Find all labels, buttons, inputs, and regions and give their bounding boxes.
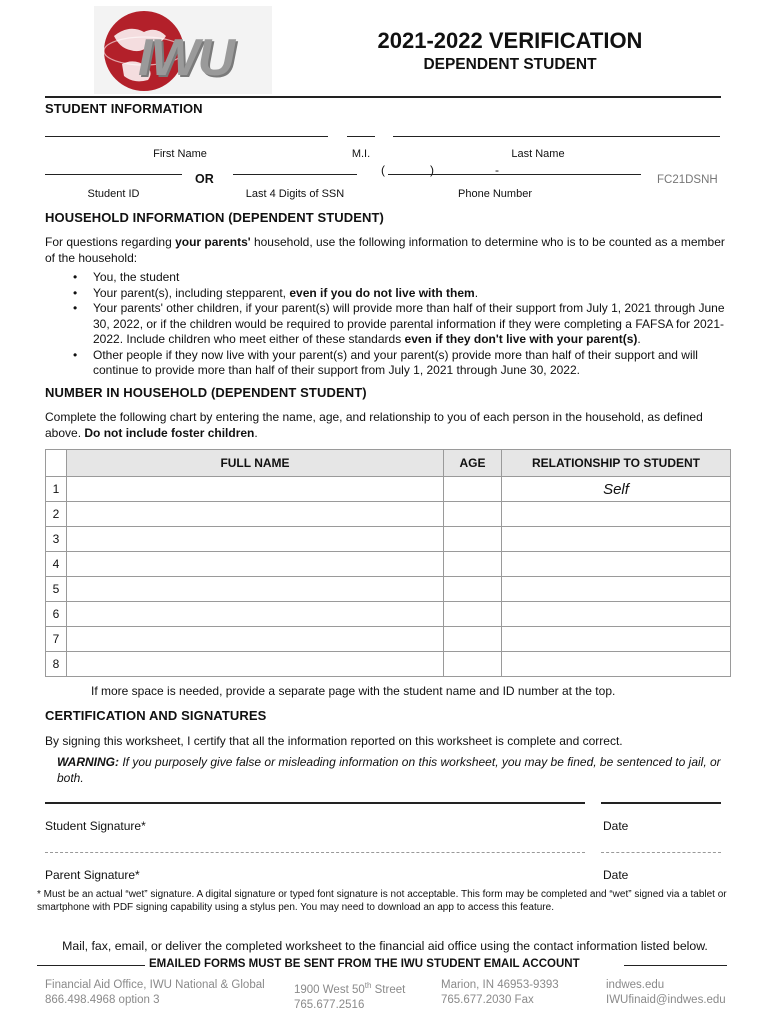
- full-name-cell[interactable]: [67, 527, 444, 552]
- relationship-cell[interactable]: [502, 652, 731, 677]
- row-number: 6: [46, 602, 67, 627]
- last-name-label: Last Name: [511, 148, 565, 160]
- form-code: FC21DSNH: [657, 174, 718, 186]
- relationship-cell[interactable]: [502, 552, 731, 577]
- email-notice-rule-left: [37, 965, 145, 966]
- certification-heading: CERTIFICATION AND SIGNATURES: [45, 708, 267, 723]
- table-row: [46, 477, 731, 502]
- relationship-cell[interactable]: [502, 602, 731, 627]
- parent-date-field[interactable]: [601, 852, 721, 853]
- footer-col-web: [606, 978, 726, 1008]
- mi-field[interactable]: [347, 136, 375, 137]
- row-number: 7: [46, 627, 67, 652]
- signature-footnote: * Must be an actual “wet” signature. A digital signature or typed font signature is not acceptable. This form may be completed and “wet” signed via a tablet or smartphone with PDF signing capability using a stylus pen. You may need to download an app to access this feature.: [37, 889, 727, 913]
- age-cell[interactable]: [444, 577, 502, 602]
- last-name-field[interactable]: [393, 136, 720, 137]
- bullet-text: .: [474, 285, 479, 300]
- warning-body: If you purposely give false or misleading information on this worksheet, you may be fined, be sentenced to jail, or both.: [57, 755, 721, 785]
- full-name-cell[interactable]: [67, 627, 444, 652]
- phone-dash: -: [495, 163, 499, 177]
- age-cell[interactable]: [444, 502, 502, 527]
- age-cell[interactable]: [444, 527, 502, 552]
- office-phone: 866.498.4968 option 3: [45, 994, 160, 1006]
- email-notice-rule-right: [624, 965, 727, 966]
- row-number: 2: [46, 502, 67, 527]
- age-cell[interactable]: [444, 602, 502, 627]
- submit-note: Mail, fax, email, or deliver the completed worksheet to the financial aid office using the contact information listed below.: [62, 939, 708, 953]
- relationship-cell[interactable]: [502, 527, 731, 552]
- household-intro-bold: your parents': [175, 235, 251, 249]
- student-id-label: Student ID: [87, 188, 140, 200]
- certification-statement: By signing this worksheet, I certify that all the information reported on this worksheet is complete and correct.: [45, 734, 623, 748]
- iwu-logo: [94, 6, 272, 94]
- table-header-age: AGE: [444, 450, 502, 477]
- student-id-field[interactable]: [45, 174, 182, 175]
- relationship-cell[interactable]: [502, 627, 731, 652]
- household-info-heading: HOUSEHOLD INFORMATION (DEPENDENT STUDENT): [45, 210, 384, 225]
- age-cell[interactable]: [444, 627, 502, 652]
- parent-date-label: Date: [603, 868, 629, 882]
- office-name: Financial Aid Office, IWU National & Global: [45, 979, 265, 991]
- email-notice: EMAILED FORMS MUST BE SENT FROM THE IWU STUDENT EMAIL ACCOUNT: [149, 958, 580, 970]
- row-number: 8: [46, 652, 67, 677]
- city-address: Marion, IN 46953-9393: [441, 979, 559, 991]
- bullet-bold: even if they don't live with your parent(s): [404, 332, 638, 346]
- phone-number-label: Phone Number: [458, 188, 532, 200]
- full-name-cell[interactable]: [67, 602, 444, 627]
- number-household-heading: NUMBER IN HOUSEHOLD (DEPENDENT STUDENT): [45, 385, 367, 400]
- form-title: 2021-2022 VERIFICATION: [377, 28, 643, 53]
- full-name-cell[interactable]: [67, 652, 444, 677]
- phone-number-field[interactable]: [388, 174, 641, 175]
- list-item: [45, 301, 731, 348]
- footer-col-street: [294, 978, 405, 1013]
- number-household-intro-text-2: .: [254, 426, 258, 440]
- form-subtitle: DEPENDENT STUDENT: [423, 56, 597, 73]
- table-row: [46, 527, 731, 552]
- table-row: [46, 627, 731, 652]
- row-number: 5: [46, 577, 67, 602]
- full-name-cell[interactable]: [67, 577, 444, 602]
- row-number: 3: [46, 527, 67, 552]
- ssn-field[interactable]: [233, 174, 357, 175]
- student-date-field[interactable]: [601, 802, 721, 804]
- household-intro: [45, 234, 731, 266]
- relationship-cell[interactable]: Self: [502, 477, 731, 502]
- email-link[interactable]: IWUfinaid@indwes.edu: [606, 994, 726, 1006]
- household-intro-text: For questions regarding: [45, 235, 176, 249]
- list-item: [45, 348, 731, 379]
- fax-number: 765.677.2030 Fax: [441, 994, 534, 1006]
- table-row: [46, 602, 731, 627]
- phone-paren-close: ): [430, 163, 434, 177]
- list-item: [45, 286, 731, 302]
- phone-paren-open: (: [381, 163, 385, 177]
- header-divider: [45, 96, 721, 98]
- row-number: 4: [46, 552, 67, 577]
- warning-label: WARNING:: [57, 755, 119, 769]
- website-link[interactable]: indwes.edu: [606, 979, 665, 991]
- table-row: [46, 577, 731, 602]
- full-name-cell[interactable]: [67, 552, 444, 577]
- bullet-text: Your parent(s), including stepparent,: [93, 285, 290, 300]
- footer-col-city: [441, 978, 559, 1008]
- table-row: [46, 502, 731, 527]
- bullet-text: .: [637, 332, 641, 346]
- full-name-cell[interactable]: [67, 502, 444, 527]
- list-item: [45, 270, 731, 286]
- household-table: [45, 449, 731, 677]
- more-space-note: If more space is needed, provide a separate page with the student name and ID number at the top.: [91, 684, 616, 698]
- parent-signature-label: Parent Signature*: [45, 868, 140, 882]
- ssn-label: Last 4 Digits of SSN: [245, 188, 345, 200]
- street-number: 1900 West 50: [294, 983, 365, 996]
- full-name-cell[interactable]: [67, 477, 444, 502]
- or-label: OR: [195, 172, 214, 186]
- table-row: [46, 652, 731, 677]
- age-cell[interactable]: [444, 552, 502, 577]
- mi-label: M.I.: [351, 148, 371, 160]
- bullet-text: Your parents' other children, if your parent(s) will provide more than half of their support from July 1, 2021 through June 30, 2022, or if the children would be required to provide parental information if they were completing a FAFSA for 2021-2022. Include children who meet either of these standards: [93, 301, 725, 346]
- street-phone: 765.677.2516: [294, 998, 365, 1011]
- table-row: [46, 552, 731, 577]
- number-household-intro: [45, 409, 731, 441]
- relationship-cell[interactable]: [502, 577, 731, 602]
- age-cell[interactable]: [444, 477, 502, 502]
- student-signature-label: Student Signature*: [45, 819, 146, 833]
- student-date-label: Date: [603, 819, 629, 833]
- warning-text: [57, 754, 729, 786]
- first-name-label: First Name: [153, 148, 207, 160]
- table-header-num: [46, 450, 67, 477]
- relationship-cell[interactable]: [502, 502, 731, 527]
- number-household-intro-bold: Do not include foster children: [84, 426, 255, 440]
- student-info-heading: STUDENT INFORMATION: [45, 101, 203, 116]
- table-header-relationship: RELATIONSHIP TO STUDENT: [502, 450, 731, 477]
- row-number: 1: [46, 477, 67, 502]
- age-cell[interactable]: [444, 652, 502, 677]
- bullet-text: Other people if they now live with your parent(s) and your parent(s) provide more than half of their support and will continue to provide more than half of their support from July 1, 2021 through June 30, 2022.: [93, 347, 698, 377]
- number-household-intro-text: Complete the following chart by entering the name, age, and relationship to you of each person in the household, as defined above.: [45, 410, 703, 440]
- bullet-bold: even if you do not live with them: [289, 285, 475, 300]
- bullet-text: You, the student: [93, 270, 180, 284]
- first-name-field[interactable]: [45, 136, 328, 137]
- footer-col-office: [45, 978, 265, 1008]
- logo-text: IWU: [138, 29, 234, 87]
- student-signature-field[interactable]: [45, 802, 585, 804]
- table-header-full-name: FULL NAME: [67, 450, 444, 477]
- household-bullets: [45, 270, 731, 379]
- household-intro-text-2: household, use the following information to determine who is to be counted as a member of the household:: [45, 235, 725, 265]
- parent-signature-field[interactable]: [45, 852, 585, 853]
- street-word: Street: [371, 983, 406, 996]
- street-address: [294, 978, 405, 998]
- table-header-row: [46, 450, 731, 477]
- street-suffix: th: [364, 981, 372, 990]
